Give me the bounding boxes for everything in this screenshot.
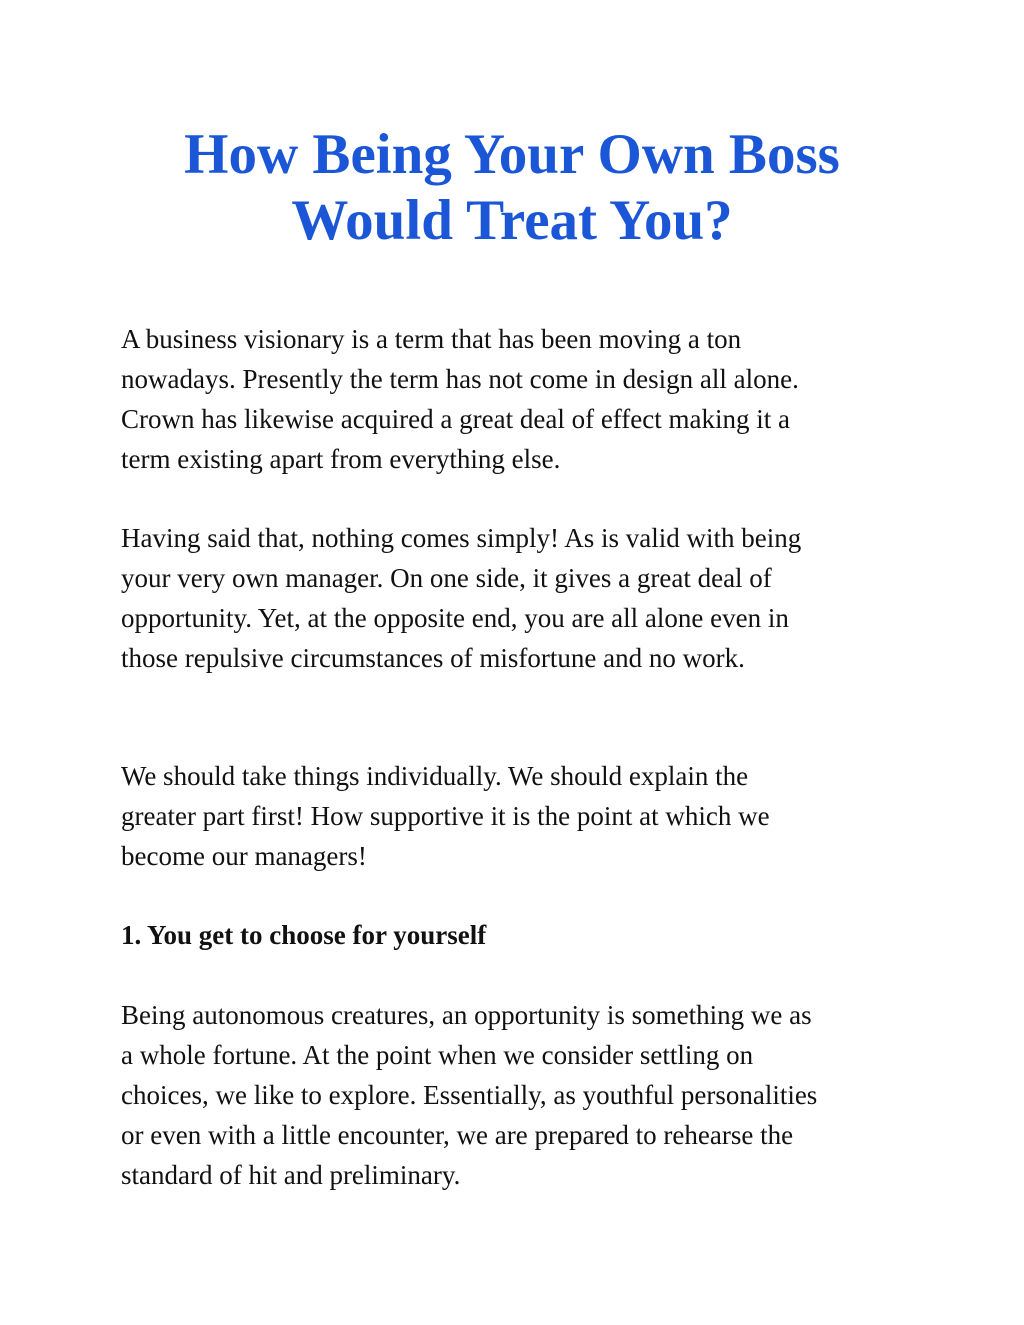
paragraph-line: Having said that, nothing comes simply! As is valid with being — [121, 523, 802, 553]
paragraph-line: Crown has likewise acquired a great deal of effect making it a — [121, 404, 790, 434]
paragraph-having-said — [121, 518, 921, 678]
paragraph-line: standard of hit and preliminary. — [121, 1160, 461, 1190]
paragraph-line: Being autonomous creatures, an opportunity is something we as — [121, 1000, 812, 1030]
paragraph-line: become our managers! — [121, 841, 367, 871]
paragraph-line: term existing apart from everything else. — [121, 444, 561, 474]
document-title — [0, 122, 1024, 254]
paragraph-line: We should take things individually. We should explain the — [121, 761, 749, 791]
paragraph-line: those repulsive circumstances of misfortune and no work. — [121, 643, 745, 673]
paragraph-line: a whole fortune. At the point when we consider settling on — [121, 1040, 754, 1070]
paragraph-autonomous — [121, 995, 921, 1195]
paragraph-take-things — [121, 756, 921, 876]
paragraph-line: A business visionary is a term that has been moving a ton — [121, 324, 742, 354]
paragraph-line: opportunity. Yet, at the opposite end, you are all alone even in — [121, 603, 789, 633]
paragraph-intro — [121, 319, 921, 479]
paragraph-line: nowadays. Presently the term has not come in design all alone. — [121, 364, 799, 394]
title-line-2: Would Treat You? — [291, 189, 733, 252]
section-heading: 1. You get to choose for yourself — [121, 920, 487, 950]
paragraph-line: greater part first! How supportive it is the point at which we — [121, 801, 770, 831]
paragraph-line: or even with a little encounter, we are prepared to rehearse the — [121, 1120, 794, 1150]
paragraph-line: your very own manager. On one side, it gives a great deal of — [121, 563, 772, 593]
title-line-1: How Being Your Own Boss — [184, 123, 840, 186]
paragraph-line: choices, we like to explore. Essentially, as youthful personalities — [121, 1080, 818, 1110]
